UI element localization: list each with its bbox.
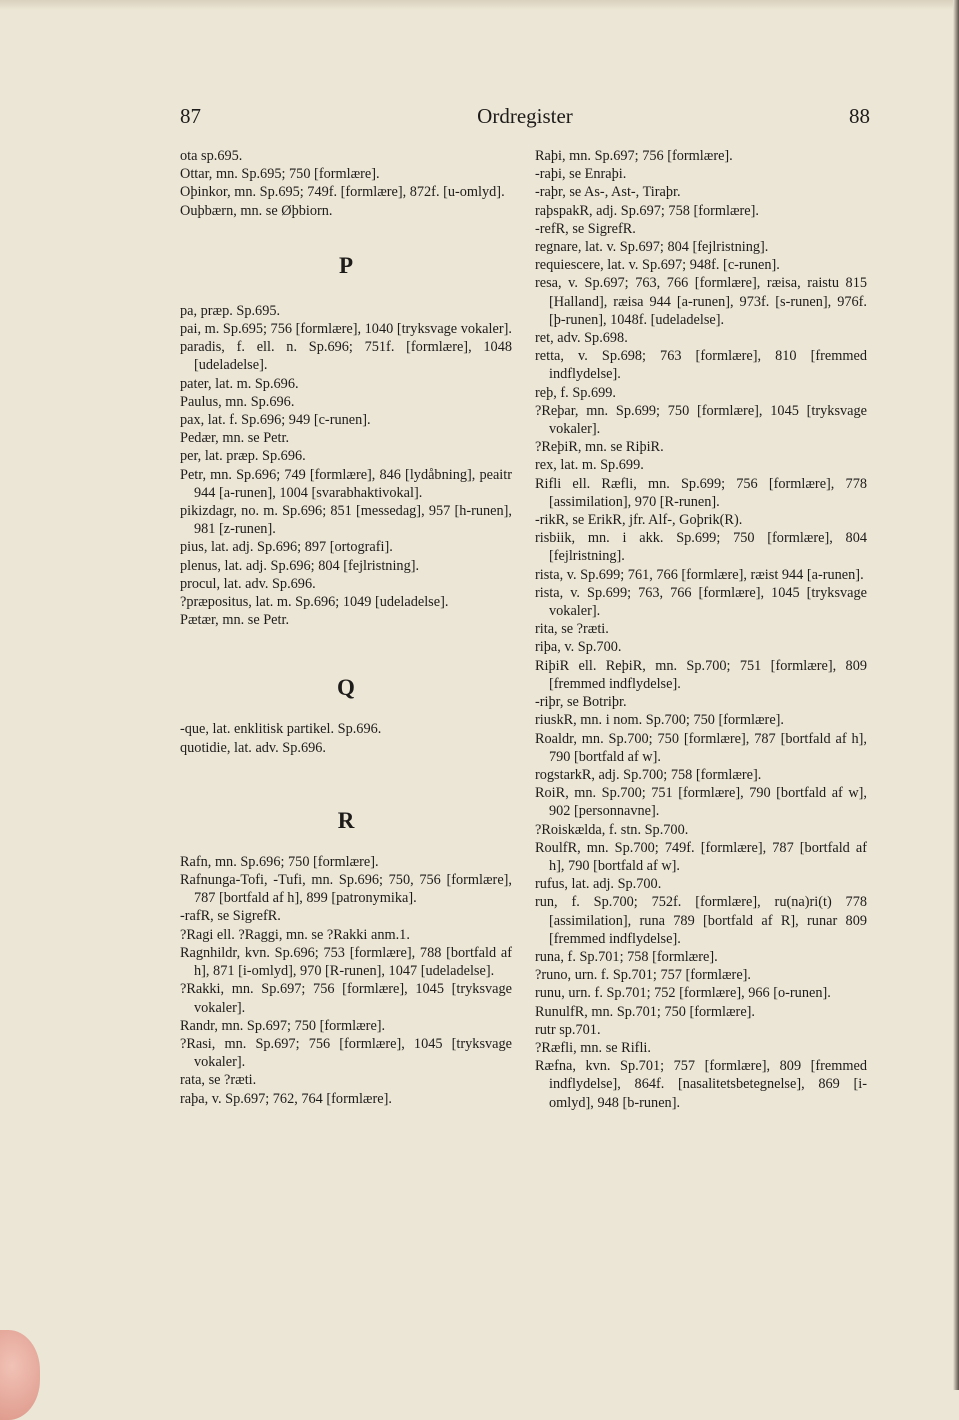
index-entry: rita, se ?ræti.	[535, 621, 609, 638]
index-entry: runu, urn. f. Sp.701; 752 [formlære], 966 [o-runen].	[535, 985, 831, 1002]
index-entry: run, f. Sp.700; 752f. [formlære], ru(na)ri(t) 778 [assimilation], runa 789 [bortfald af R], runar 809 [fremmed indflydelse].	[535, 894, 867, 947]
index-entry: paradis, f. ell. n. Sp.696; 751f. [formlære], 1048 [udeladelse].	[180, 339, 512, 374]
index-entry: -refR, se SigrefR.	[535, 220, 636, 237]
index-entry: ota sp.695.	[180, 148, 243, 164]
index-entry: ?Reþar, mn. Sp.699; 750 [formlære], 1045 [tryksvage vokaler].	[535, 402, 867, 438]
index-entry: Ræfna, kvn. Sp.701; 757 [formlære], 809 [fremmed indflydelse], 864f. [nasalitetsbetegnelse], 869 [i-omlyd], 948 [b-runen].	[535, 1058, 867, 1111]
index-entry: Paulus, mn. Sp.696.	[180, 393, 295, 410]
index-entry: Petr, mn. Sp.696; 749 [formlære], 846 [lydåbning], peaitr 944 [a-runen], 1004 [svarabhaktivokal].	[180, 466, 512, 501]
index-entry: plenus, lat. adj. Sp.696; 804 [fejlristning].	[180, 557, 420, 574]
index-entry: RunulfR, mn. Sp.701; 750 [formlære].	[535, 1003, 756, 1020]
index-entry: -rikR, se ErikR, jfr. Alf-, Goþrik(R).	[535, 512, 743, 529]
index-entry: Rafnunga-Tofi, -Tufi, mn. Sp.696; 750, 756 [formlære], 787 [bortfald af h], 899 [patronymika].	[180, 872, 512, 907]
page-top-shadow	[0, 0, 959, 10]
index-entry: -rafR, se SigrefR.	[180, 908, 281, 925]
index-entry: rogstarkR, adj. Sp.700; 758 [formlære].	[535, 766, 762, 783]
index-entry: ?runo, urn. f. Sp.701; 757 [formlære].	[535, 967, 752, 984]
index-entry: ?Roiskælda, f. stn. Sp.700.	[535, 821, 689, 838]
right-column	[535, 147, 867, 1112]
index-entry: raþspakR, adj. Sp.697; 758 [formlære].	[535, 202, 759, 219]
index-entry: pai, m. Sp.695; 756 [formlære], 1040 [tryksvage vokaler].	[180, 321, 512, 338]
index-entry: -que, lat. enklitisk partikel. Sp.696.	[180, 721, 382, 738]
index-entry: Pedær, mn. se Petr.	[180, 430, 290, 447]
index-entry: ?præpositus, lat. m. Sp.696; 1049 [udeladelse].	[180, 594, 449, 611]
index-entry: rutr sp.701.	[535, 1021, 601, 1038]
index-entry: ?ReþiR, mn. se RiþiR.	[535, 439, 664, 456]
index-entry: Rifli ell. Ræfli, mn. Sp.699; 756 [formlære], 778 [assimilation], 970 [R-runen].	[535, 475, 867, 510]
index-entry: rista, v. Sp.699; 763, 766 [formlære], 1045 [tryksvage vokaler].	[535, 584, 867, 620]
index-entry: riþa, v. Sp.700.	[535, 639, 622, 656]
index-entry: pikizdagr, no. m. Sp.696; 851 [messedag], 957 [h-runen], 981 [z-runen].	[180, 503, 512, 538]
index-entry: risbiik, mn. i akk. Sp.699; 750 [formlære], 804 [fejlristning].	[535, 530, 867, 565]
index-entry: RoiR, mn. Sp.700; 751 [formlære], 790 [bortfald af w], 902 [personnavne].	[535, 785, 867, 820]
index-entry: pius, lat. adj. Sp.696; 897 [ortografi].	[180, 539, 393, 556]
index-entry: ?Rakki, mn. Sp.697; 756 [formlære], 1045 [tryksvage vokaler].	[180, 981, 512, 1016]
index-entry: -raþr, se As-, Ast-, Tiraþr.	[535, 184, 681, 201]
index-entry: rata, se ?ræti.	[180, 1072, 257, 1089]
index-entry: ?Ræfli, mn. se Rifli.	[535, 1039, 651, 1056]
page-number-right: 88	[849, 104, 870, 128]
index-entry: Oþinkor, mn. Sp.695; 749f. [formlære], 872f. [u-omlyd].	[180, 184, 505, 201]
index-entry: Ragnhildr, kvn. Sp.696; 753 [formlære], 788 [bortfald af h], 871 [i-omlyd], 970 [R-runen], 1047 [udeladelse].	[180, 944, 512, 980]
index-entry: ret, adv. Sp.698.	[535, 330, 628, 347]
index-entry: quotidie, lat. adv. Sp.696.	[180, 739, 326, 756]
index-entry: -riþr, se Botriþr.	[535, 694, 627, 711]
index-entry: Roaldr, mn. Sp.700; 750 [formlære], 787 [bortfald af h], 790 [bortfald af w].	[535, 730, 867, 765]
index-entry: requiescere, lat. v. Sp.697; 948f. [c-runen].	[535, 257, 780, 274]
page-edge	[953, 0, 959, 1390]
index-entry: regnare, lat. v. Sp.697; 804 [fejlristning].	[535, 239, 769, 256]
index-entry: Ottar, mn. Sp.695; 750 [formlære].	[180, 166, 380, 183]
section-letter-r: R	[337, 807, 355, 833]
index-entry: Randr, mn. Sp.697; 750 [formlære].	[180, 1017, 386, 1034]
index-entry: pa, præp. Sp.695.	[180, 302, 281, 319]
index-entry: raþa, v. Sp.697; 762, 764 [formlære].	[180, 1090, 392, 1107]
page-header	[180, 104, 870, 136]
thumb	[0, 1330, 40, 1420]
left-column	[180, 147, 512, 1108]
index-entry: ?Rasi, mn. Sp.697; 756 [formlære], 1045 [tryksvage vokaler].	[180, 1035, 512, 1071]
index-entry: Pætær, mn. se Petr.	[180, 612, 290, 629]
section-letter-q: Q	[337, 675, 355, 701]
index-entry: pater, lat. m. Sp.696.	[180, 375, 299, 392]
index-entry: pax, lat. f. Sp.696; 949 [c-runen].	[180, 412, 371, 429]
index-entry: rufus, lat. adj. Sp.700.	[535, 876, 662, 893]
index-entry: -raþi, se Enraþi.	[535, 166, 627, 183]
page-number-left: 87	[180, 104, 201, 128]
index-entry: rista, v. Sp.699; 761, 766 [formlære], ræist 944 [a-runen].	[535, 566, 864, 583]
index-entry: ?Ragi ell. ?Raggi, mn. se ?Rakki anm.1.	[180, 926, 410, 943]
index-entry: Raþi, mn. Sp.697; 756 [formlære].	[535, 148, 733, 164]
index-entry: Rafn, mn. Sp.696; 750 [formlære].	[180, 853, 379, 870]
index-entry: reþ, f. Sp.699.	[535, 384, 617, 401]
index-entry: procul, lat. adv. Sp.696.	[180, 575, 316, 592]
index-entry: RoulfR, mn. Sp.700; 749f. [formlære], 787 [bortfald af h], 790 [bortfald af w].	[535, 839, 867, 874]
index-entry: RiþiR ell. ReþiR, mn. Sp.700; 751 [formlære], 809 [fremmed indflydelse].	[535, 657, 867, 692]
running-title: Ordregister	[477, 104, 573, 128]
index-entry: riuskR, mn. i nom. Sp.700; 750 [formlære].	[535, 712, 784, 729]
section-letter-p: P	[338, 252, 354, 278]
index-entry: per, lat. præp. Sp.696.	[180, 448, 306, 465]
index-entry: runa, f. Sp.701; 758 [formlære].	[535, 948, 718, 965]
index-entry: retta, v. Sp.698; 763 [formlære], 810 [fremmed indflydelse].	[535, 348, 867, 383]
index-entry: resa, v. Sp.697; 763, 766 [formlære], ræisa, raistu 815 [Halland], ræisa 944 [a-runen], 973f. [s-runen], 976f. [þ-runen], 1048f. [udeladelse].	[535, 275, 867, 328]
index-entry: rex, lat. m. Sp.699.	[535, 457, 644, 474]
index-entry: Ouþbærn, mn. se Øþbiorn.	[180, 202, 333, 219]
